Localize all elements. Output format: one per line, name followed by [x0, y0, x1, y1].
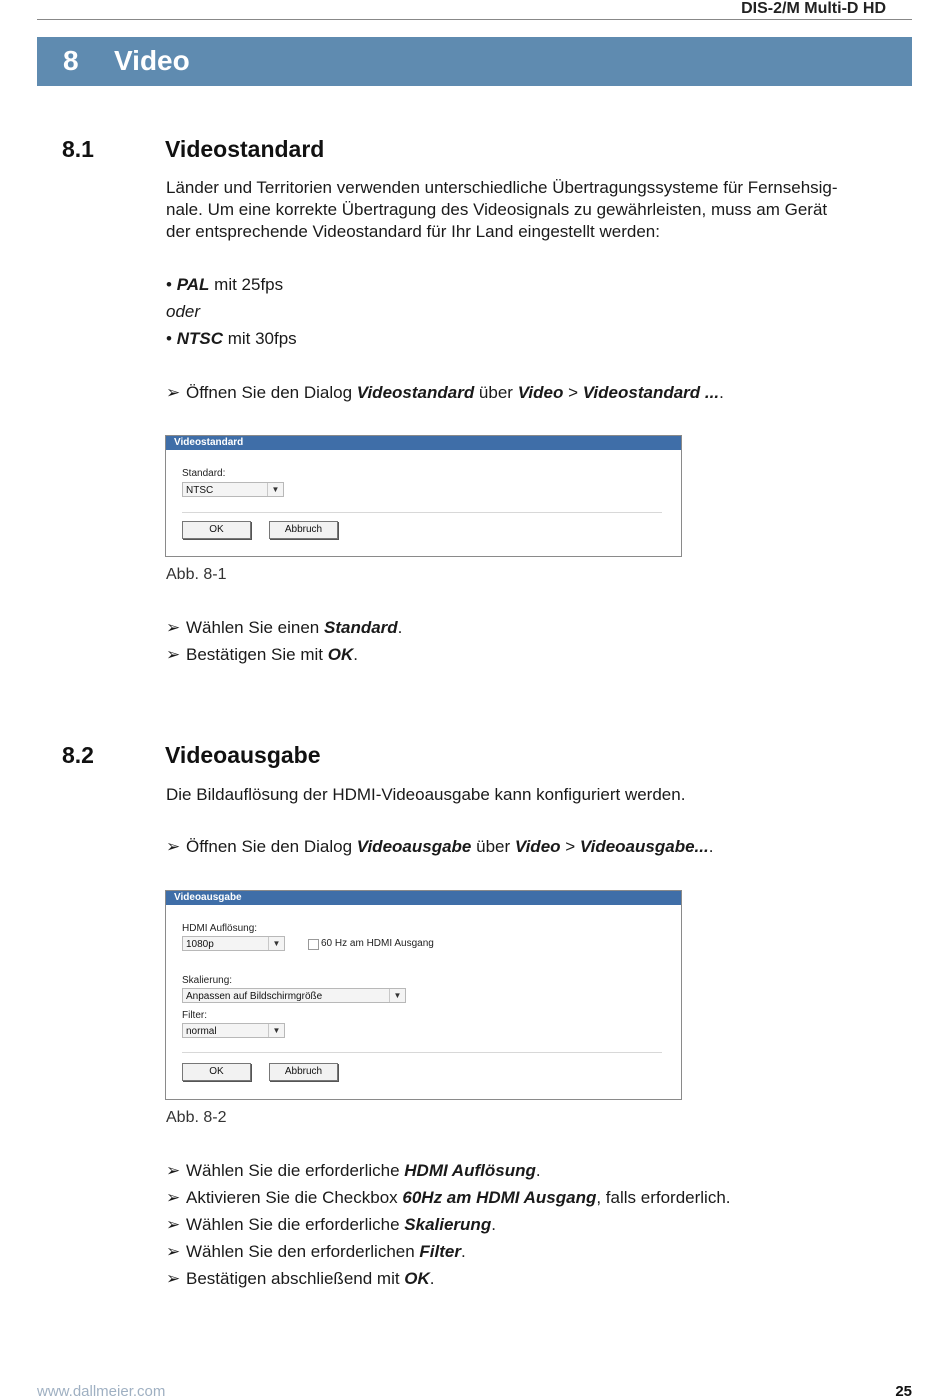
arrow-bullet-icon: ➢: [166, 1188, 181, 1207]
filter-value: normal: [186, 1026, 217, 1037]
arrow-bullet-icon: ➢: [166, 645, 181, 664]
instruction-step: [166, 1269, 435, 1289]
figure-caption: Abb. 8-2: [166, 1109, 227, 1126]
bullet-dot-icon: •: [166, 329, 177, 348]
arrow-bullet-icon: ➢: [166, 1242, 181, 1261]
step-bold: Filter: [419, 1242, 461, 1261]
ok-button[interactable]: OK: [182, 1063, 251, 1081]
step-text: Bestätigen abschließend mit: [186, 1269, 405, 1288]
step-bold: Video: [517, 383, 564, 402]
step-bold: Video: [514, 837, 561, 856]
step-bold: Standard: [323, 618, 398, 637]
section-number: 8.2: [62, 742, 94, 768]
hdmi-resolution-select[interactable]: [182, 936, 285, 951]
bullet-item-ntsc: [166, 329, 297, 349]
60hz-checkbox-label[interactable]: 60 Hz am HDMI Ausgang: [321, 938, 434, 949]
chevron-down-icon[interactable]: ▼: [268, 1024, 284, 1037]
dialog-divider: [182, 1052, 662, 1053]
section-paragraph: Die Bildauflösung der HDMI-Videoausgabe kann konfiguriert werden.: [166, 785, 686, 804]
step-text: .: [535, 1161, 541, 1180]
arrow-bullet-icon: ➢: [166, 1215, 181, 1234]
step-bold: Skalierung: [404, 1215, 492, 1234]
bullet-text: mit 30fps: [222, 329, 297, 348]
bullet-item-pal: [166, 275, 283, 295]
step-text: Öffnen Sie den Dialog: [186, 383, 357, 402]
step-bold: 60Hz am HDMI Ausgang: [402, 1188, 597, 1207]
videoausgabe-dialog: [165, 890, 682, 1100]
cancel-button[interactable]: Abbruch: [269, 1063, 338, 1081]
step-text: .: [708, 837, 714, 856]
step-text: >: [560, 837, 580, 856]
step-text: Wählen Sie die erforderliche: [186, 1161, 405, 1180]
step-bold: Videostandard ...: [582, 383, 720, 402]
chevron-down-icon[interactable]: ▼: [267, 483, 283, 496]
chevron-down-icon[interactable]: ▼: [268, 937, 284, 950]
section-number: 8.1: [62, 136, 94, 162]
hdmi-resolution-label: HDMI Auflösung:: [182, 923, 258, 934]
figure-caption: Abb. 8-1: [166, 566, 227, 583]
header-divider: [37, 19, 912, 20]
filter-select[interactable]: [182, 1023, 285, 1038]
section-intro-paragraph: [166, 177, 896, 243]
arrow-bullet-icon: ➢: [166, 383, 181, 402]
step-text: Aktivieren Sie die Checkbox: [186, 1188, 403, 1207]
document-header-title: DIS-2/M Multi-D HD: [741, 0, 886, 17]
step-text: >: [563, 383, 583, 402]
step-bold: Videostandard: [356, 383, 475, 402]
step-text: .: [353, 645, 358, 664]
dialog-title-bar: Videoausgabe: [166, 891, 681, 905]
hdmi-resolution-value: 1080p: [186, 939, 214, 950]
step-text: .: [491, 1215, 496, 1234]
instruction-step: [166, 383, 724, 403]
page-number: 25: [895, 1383, 912, 1400]
step-text: Öffnen Sie den Dialog: [186, 837, 357, 856]
step-bold: Videoausgabe...: [579, 837, 709, 856]
chapter-number: 8: [63, 45, 79, 76]
bullet-bold: NTSC: [176, 329, 223, 348]
step-text: .: [429, 1269, 435, 1288]
step-text: Wählen Sie die erforderliche: [186, 1215, 405, 1234]
paragraph-line: nale. Um eine korrekte Übertragung des Videosignals zu gewährleisten, muss am Gerät: [166, 200, 828, 219]
standard-select[interactable]: [182, 482, 284, 497]
standard-label: Standard:: [182, 468, 226, 479]
arrow-bullet-icon: ➢: [166, 837, 181, 856]
arrow-bullet-icon: ➢: [166, 1269, 181, 1288]
step-text: , falls erforderlich.: [596, 1188, 731, 1207]
instruction-step: [166, 1215, 496, 1235]
step-text: über: [474, 383, 518, 402]
bullet-dot-icon: •: [166, 275, 177, 294]
videostandard-dialog: [165, 435, 682, 557]
cancel-button[interactable]: Abbruch: [269, 521, 338, 539]
instruction-step: [166, 1188, 731, 1208]
step-bold: OK: [327, 645, 354, 664]
checkbox-icon[interactable]: [308, 939, 319, 950]
step-bold: HDMI Auflösung: [404, 1161, 536, 1180]
instruction-step: [166, 618, 402, 638]
step-text: .: [719, 383, 724, 402]
footer-url[interactable]: www.dallmeier.com: [37, 1383, 166, 1400]
step-text: Wählen Sie einen: [186, 618, 324, 637]
paragraph-line: der entsprechende Videostandard für Ihr Land eingestellt werden:: [166, 222, 660, 241]
chapter-banner: [37, 37, 912, 86]
scaling-label: Skalierung:: [182, 975, 233, 986]
step-text: .: [397, 618, 403, 637]
step-text: Wählen Sie den erforderlichen: [186, 1242, 420, 1261]
scaling-select[interactable]: [182, 988, 406, 1003]
bullet-bold: PAL: [176, 275, 210, 294]
ok-button[interactable]: OK: [182, 521, 251, 539]
arrow-bullet-icon: ➢: [166, 1161, 181, 1180]
section-title: Videoausgabe: [165, 742, 321, 768]
instruction-step: [166, 645, 358, 665]
step-text: Bestätigen Sie mit: [186, 645, 328, 664]
scaling-value: Anpassen auf Bildschirmgröße: [186, 991, 323, 1002]
step-text: über: [471, 837, 515, 856]
paragraph-line: Länder und Territorien verwenden unterschiedliche Übertragungssysteme für Fernsehsig-: [166, 178, 838, 197]
step-bold: Videoausgabe: [356, 837, 472, 856]
chevron-down-icon[interactable]: ▼: [389, 989, 405, 1002]
arrow-bullet-icon: ➢: [166, 618, 181, 637]
bullet-text: mit 25fps: [209, 275, 284, 294]
chapter-title: Video: [114, 45, 190, 76]
instruction-step: [166, 837, 713, 857]
standard-select-value: NTSC: [186, 485, 214, 496]
step-bold: OK: [404, 1269, 430, 1288]
dialog-title-bar: Videostandard: [166, 436, 681, 450]
step-text: .: [460, 1242, 466, 1261]
instruction-step: [166, 1161, 541, 1181]
instruction-step: [166, 1242, 466, 1262]
or-text: [166, 302, 200, 322]
or-label: oder: [166, 302, 201, 321]
filter-label: Filter:: [182, 1010, 207, 1021]
dialog-divider: [182, 512, 662, 513]
section-title: Videostandard: [165, 136, 325, 162]
